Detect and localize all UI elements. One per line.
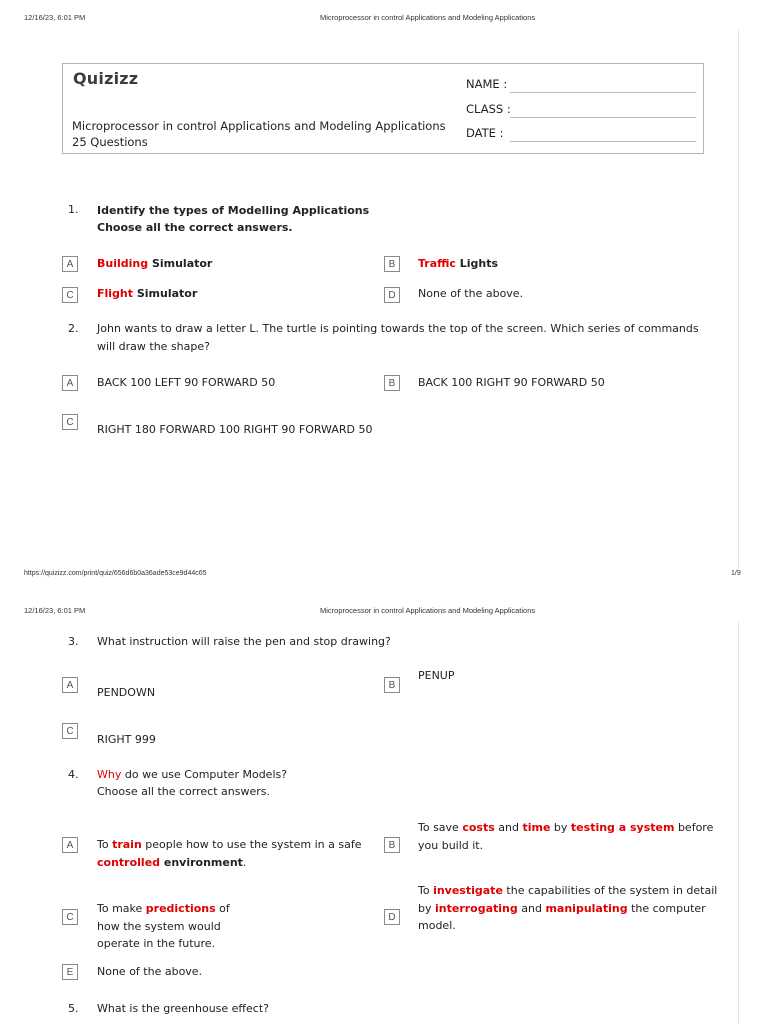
text-run: the computer: [627, 901, 706, 915]
option-text-a: PENDOWN: [97, 686, 156, 699]
text-run: and: [494, 821, 523, 834]
option-rest: Simulator: [148, 257, 213, 270]
text-run: before: [674, 821, 714, 834]
option-box-d[interactable]: D: [384, 287, 400, 303]
text-run: and: [517, 901, 546, 915]
text-run: the capabilities of the system in detail: [502, 884, 718, 897]
option-text-c: RIGHT 180 FORWARD 100 RIGHT 90 FORWARD 50: [97, 423, 373, 436]
class-label: CLASS :: [466, 102, 511, 116]
option-box-a[interactable]: A: [62, 256, 78, 272]
option-text-a: [97, 255, 212, 273]
option-text-c: [97, 900, 267, 953]
date-label: DATE :: [466, 126, 504, 140]
option-box-d[interactable]: D: [384, 909, 400, 925]
question-text: What is the greenhouse effect?: [97, 1002, 269, 1015]
page1-footer-url: https://quizizz.com/print/quiz/656d6b0a36ade53ce9d44c65: [24, 570, 207, 577]
question-text: Identify the types of Modelling Applications: [97, 204, 370, 217]
question-instruction: Choose all the correct answers.: [97, 221, 293, 234]
option-text-d: [418, 882, 718, 935]
text-run: To make: [97, 902, 146, 915]
text-run: operate in the future.: [97, 937, 216, 950]
option-box-b[interactable]: B: [384, 256, 400, 272]
page-right-edge: [738, 622, 739, 1024]
highlight-word: costs: [462, 821, 495, 834]
text-run: people how to use the system in a safe: [141, 838, 362, 851]
highlight-word: interrogating: [435, 901, 518, 915]
option-box-c[interactable]: C: [62, 287, 78, 303]
page2-header-datetime: 12/16/23, 6:01 PM: [24, 606, 86, 615]
highlight-word: train: [112, 838, 142, 851]
option-box-c[interactable]: C: [62, 909, 78, 925]
option-box-b[interactable]: B: [384, 375, 400, 391]
page-right-edge: [738, 30, 739, 570]
quizizz-logo: Quizizz: [73, 69, 139, 88]
option-text-b: [418, 819, 718, 854]
page1-header-title: Microprocessor in control Applications and Modeling Applications: [320, 13, 536, 22]
name-field[interactable]: [510, 92, 696, 93]
text-run: by: [418, 901, 435, 915]
option-box-a[interactable]: A: [62, 837, 78, 853]
question-instruction: Choose all the correct answers.: [97, 785, 270, 798]
option-text-b: BACK 100 RIGHT 90 FORWARD 50: [418, 376, 605, 389]
option-text-e: None of the above.: [97, 965, 203, 978]
highlight-word: investigate: [433, 884, 503, 897]
option-box-b[interactable]: B: [384, 837, 400, 853]
page1-header-datetime: 12/16/23, 6:01 PM: [24, 13, 86, 22]
text-run: model.: [418, 919, 456, 932]
highlight-word: controlled: [97, 855, 161, 869]
quiz-title: Microprocessor in control Applications and Modeling Applications: [72, 119, 446, 133]
option-box-a[interactable]: A: [62, 375, 78, 391]
highlight-word: predictions: [145, 902, 216, 915]
option-text-b: [418, 255, 498, 273]
option-text-d: None of the above.: [418, 287, 524, 300]
question-number: 1.: [68, 203, 79, 216]
option-text-b: PENUP: [418, 669, 455, 682]
text-run: how the system would: [97, 919, 221, 933]
text-run: by: [550, 821, 571, 834]
option-text-c: [97, 285, 197, 303]
question-rest: do we use Computer Models?: [121, 768, 288, 781]
text-run: To: [418, 884, 434, 897]
bold-word: environment: [160, 855, 243, 869]
option-box-a[interactable]: A: [62, 677, 78, 693]
highlight-word: testing a system: [570, 821, 675, 834]
page2-header-title: Microprocessor in control Applications and Modeling Applications: [320, 606, 536, 615]
option-box-e[interactable]: E: [62, 964, 78, 980]
highlight-word: Building: [97, 257, 149, 270]
question-text: What instruction will raise the pen and stop drawing?: [97, 635, 391, 648]
page1-footer-page: 1/9: [731, 570, 741, 577]
highlight-word: time: [522, 821, 551, 834]
option-text-a: [97, 836, 367, 871]
question-text: John wants to draw a letter L. The turtle is pointing towards the top of the screen. Which series of commands will draw the shape?: [97, 322, 699, 353]
question-number: 4.: [68, 768, 79, 781]
option-text-a: BACK 100 LEFT 90 FORWARD 50: [97, 376, 276, 389]
option-rest: Simulator: [133, 287, 198, 300]
date-field[interactable]: [510, 141, 696, 142]
question-count: 25 Questions: [72, 135, 148, 149]
highlight-word: Traffic: [418, 257, 456, 270]
text-run: of: [215, 902, 230, 915]
highlight-word: Why: [97, 768, 122, 781]
option-box-c[interactable]: C: [62, 414, 78, 430]
question-text: [97, 766, 707, 784]
text-run: To: [97, 838, 113, 851]
highlight-word: Flight: [97, 287, 134, 300]
option-box-c[interactable]: C: [62, 723, 78, 739]
option-box-b[interactable]: B: [384, 677, 400, 693]
option-rest: Lights: [455, 257, 499, 270]
question-number: 5.: [68, 1002, 79, 1015]
question-number: 3.: [68, 635, 79, 648]
text-run: you build it.: [418, 838, 484, 852]
class-field[interactable]: [510, 117, 696, 118]
option-text-c: RIGHT 999: [97, 733, 156, 746]
text-run: To save: [418, 821, 463, 834]
question-number: 2.: [68, 322, 79, 335]
name-label: NAME :: [466, 77, 508, 91]
text-run: .: [242, 855, 247, 869]
quiz-info-card: [62, 63, 704, 154]
highlight-word: manipulating: [545, 901, 628, 915]
